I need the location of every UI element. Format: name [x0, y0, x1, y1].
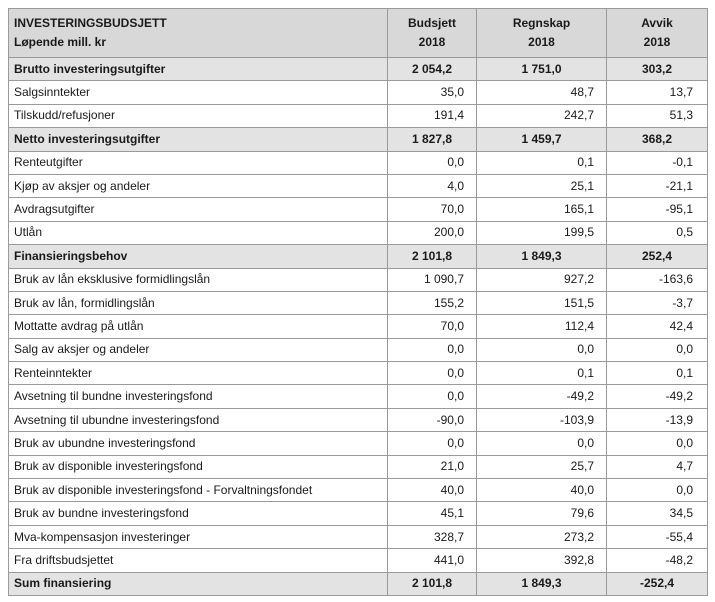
column-name: Avvik [641, 16, 673, 30]
budsjett-value: 1 827,8 [388, 128, 477, 151]
row-label: Brutto investeringsutgifter [9, 58, 388, 81]
regnskap-value: 1 751,0 [477, 58, 607, 81]
row-label: Salgsinntekter [9, 81, 388, 104]
budsjett-value: 40,0 [388, 479, 477, 502]
header-avvik [607, 9, 708, 58]
column-year: 2018 [418, 35, 446, 49]
row-label: Avdragsutgifter [9, 198, 388, 221]
row-label: Bruk av lån, formidlingslån [9, 291, 388, 314]
header-regnskap [477, 9, 607, 58]
regnskap-value: 48,7 [477, 81, 607, 104]
budsjett-value: 2 101,8 [388, 572, 477, 595]
column-name: Budsjett [408, 16, 456, 30]
budget-table-container [8, 8, 707, 596]
regnskap-value: 79,6 [477, 502, 607, 525]
avvik-value: -0,1 [607, 151, 708, 174]
regnskap-value: 40,0 [477, 479, 607, 502]
budsjett-value: 441,0 [388, 549, 477, 572]
budsjett-value: 45,1 [388, 502, 477, 525]
avvik-value: 4,7 [607, 455, 708, 478]
row-label: Netto investeringsutgifter [9, 128, 388, 151]
header-title-cell [9, 9, 388, 58]
row-label: Kjøp av aksjer og andeler [9, 174, 388, 197]
row-label: Salg av aksjer og andeler [9, 338, 388, 361]
avvik-value: 0,0 [607, 432, 708, 455]
table-row [9, 81, 708, 104]
avvik-value: -21,1 [607, 174, 708, 197]
summary-row [9, 245, 708, 268]
row-label: Bruk av disponible investeringsfond - Forvaltningsfondet [9, 479, 388, 502]
table-row [9, 502, 708, 525]
budsjett-value: 0,0 [388, 338, 477, 361]
budsjett-value: 70,0 [388, 315, 477, 338]
regnskap-value: 1 459,7 [477, 128, 607, 151]
avvik-value: 13,7 [607, 81, 708, 104]
regnskap-value: -103,9 [477, 408, 607, 431]
summary-row [9, 572, 708, 595]
budsjett-value: -90,0 [388, 408, 477, 431]
table-row [9, 362, 708, 385]
avvik-value: -49,2 [607, 385, 708, 408]
budsjett-value: 2 054,2 [388, 58, 477, 81]
table-row [9, 198, 708, 221]
row-label: Renteinntekter [9, 362, 388, 385]
header-budsjett [388, 9, 477, 58]
row-label: Mva-kompensasjon investeringer [9, 525, 388, 548]
budsjett-value: 328,7 [388, 525, 477, 548]
regnskap-value: 1 849,3 [477, 572, 607, 595]
avvik-value: -252,4 [607, 572, 708, 595]
regnskap-value: 151,5 [477, 291, 607, 314]
budsjett-value: 21,0 [388, 455, 477, 478]
regnskap-value: 112,4 [477, 315, 607, 338]
regnskap-value: 0,0 [477, 338, 607, 361]
table-row [9, 338, 708, 361]
row-label: Utlån [9, 221, 388, 244]
table-row [9, 174, 708, 197]
header-row [9, 9, 708, 58]
budsjett-value: 70,0 [388, 198, 477, 221]
regnskap-value: 0,1 [477, 362, 607, 385]
budsjett-value: 200,0 [388, 221, 477, 244]
table-row [9, 479, 708, 502]
column-year: 2018 [643, 35, 671, 49]
avvik-value: 34,5 [607, 502, 708, 525]
table-row [9, 315, 708, 338]
summary-row [9, 58, 708, 81]
row-label: Avsetning til ubundne investeringsfond [9, 408, 388, 431]
budsjett-value: 4,0 [388, 174, 477, 197]
table-row [9, 268, 708, 291]
summary-row [9, 128, 708, 151]
row-label: Bruk av disponible investeringsfond [9, 455, 388, 478]
table-body [9, 58, 708, 596]
budsjett-value: 35,0 [388, 81, 477, 104]
regnskap-value: 1 849,3 [477, 245, 607, 268]
budsjett-value: 191,4 [388, 104, 477, 127]
avvik-value: 368,2 [607, 128, 708, 151]
row-label: Fra driftsbudsjettet [9, 549, 388, 572]
table-row [9, 291, 708, 314]
budsjett-value: 0,0 [388, 385, 477, 408]
avvik-value: 51,3 [607, 104, 708, 127]
regnskap-value: 199,5 [477, 221, 607, 244]
investment-budget-table [8, 8, 708, 596]
avvik-value: -163,6 [607, 268, 708, 291]
budsjett-value: 0,0 [388, 151, 477, 174]
regnskap-value: 273,2 [477, 525, 607, 548]
table-subtitle: Løpende mill. kr [14, 35, 107, 49]
avvik-value: 0,1 [607, 362, 708, 385]
row-label: Renteutgifter [9, 151, 388, 174]
budsjett-value: 2 101,8 [388, 245, 477, 268]
table-row [9, 408, 708, 431]
table-row [9, 221, 708, 244]
row-label: Bruk av lån eksklusive formidlingslån [9, 268, 388, 291]
table-row [9, 549, 708, 572]
column-year: 2018 [528, 35, 555, 49]
regnskap-value: -49,2 [477, 385, 607, 408]
table-row [9, 385, 708, 408]
regnskap-value: 927,2 [477, 268, 607, 291]
regnskap-value: 25,1 [477, 174, 607, 197]
avvik-value: 42,4 [607, 315, 708, 338]
avvik-value: 0,0 [607, 479, 708, 502]
regnskap-value: 25,7 [477, 455, 607, 478]
avvik-value: -13,9 [607, 408, 708, 431]
row-label: Mottatte avdrag på utlån [9, 315, 388, 338]
table-title: INVESTERINGSBUDSJETT [14, 16, 167, 30]
budsjett-value: 0,0 [388, 432, 477, 455]
regnskap-value: 392,8 [477, 549, 607, 572]
row-label: Bruk av ubundne investeringsfond [9, 432, 388, 455]
regnskap-value: 0,0 [477, 432, 607, 455]
table-row [9, 525, 708, 548]
table-row [9, 151, 708, 174]
budsjett-value: 155,2 [388, 291, 477, 314]
row-label: Sum finansiering [9, 572, 388, 595]
avvik-value: 303,2 [607, 58, 708, 81]
row-label: Finansieringsbehov [9, 245, 388, 268]
column-name: Regnskap [512, 16, 571, 30]
table-row [9, 104, 708, 127]
regnskap-value: 0,1 [477, 151, 607, 174]
budsjett-value: 1 090,7 [388, 268, 477, 291]
regnskap-value: 242,7 [477, 104, 607, 127]
regnskap-value: 165,1 [477, 198, 607, 221]
budsjett-value: 0,0 [388, 362, 477, 385]
table-row [9, 432, 708, 455]
avvik-value: -48,2 [607, 549, 708, 572]
row-label: Bruk av bundne investeringsfond [9, 502, 388, 525]
avvik-value: -3,7 [607, 291, 708, 314]
avvik-value: -95,1 [607, 198, 708, 221]
row-label: Tilskudd/refusjoner [9, 104, 388, 127]
table-row [9, 455, 708, 478]
avvik-value: 0,5 [607, 221, 708, 244]
avvik-value: 0,0 [607, 338, 708, 361]
avvik-value: -55,4 [607, 525, 708, 548]
row-label: Avsetning til bundne investeringsfond [9, 385, 388, 408]
avvik-value: 252,4 [607, 245, 708, 268]
table-header [9, 9, 708, 58]
